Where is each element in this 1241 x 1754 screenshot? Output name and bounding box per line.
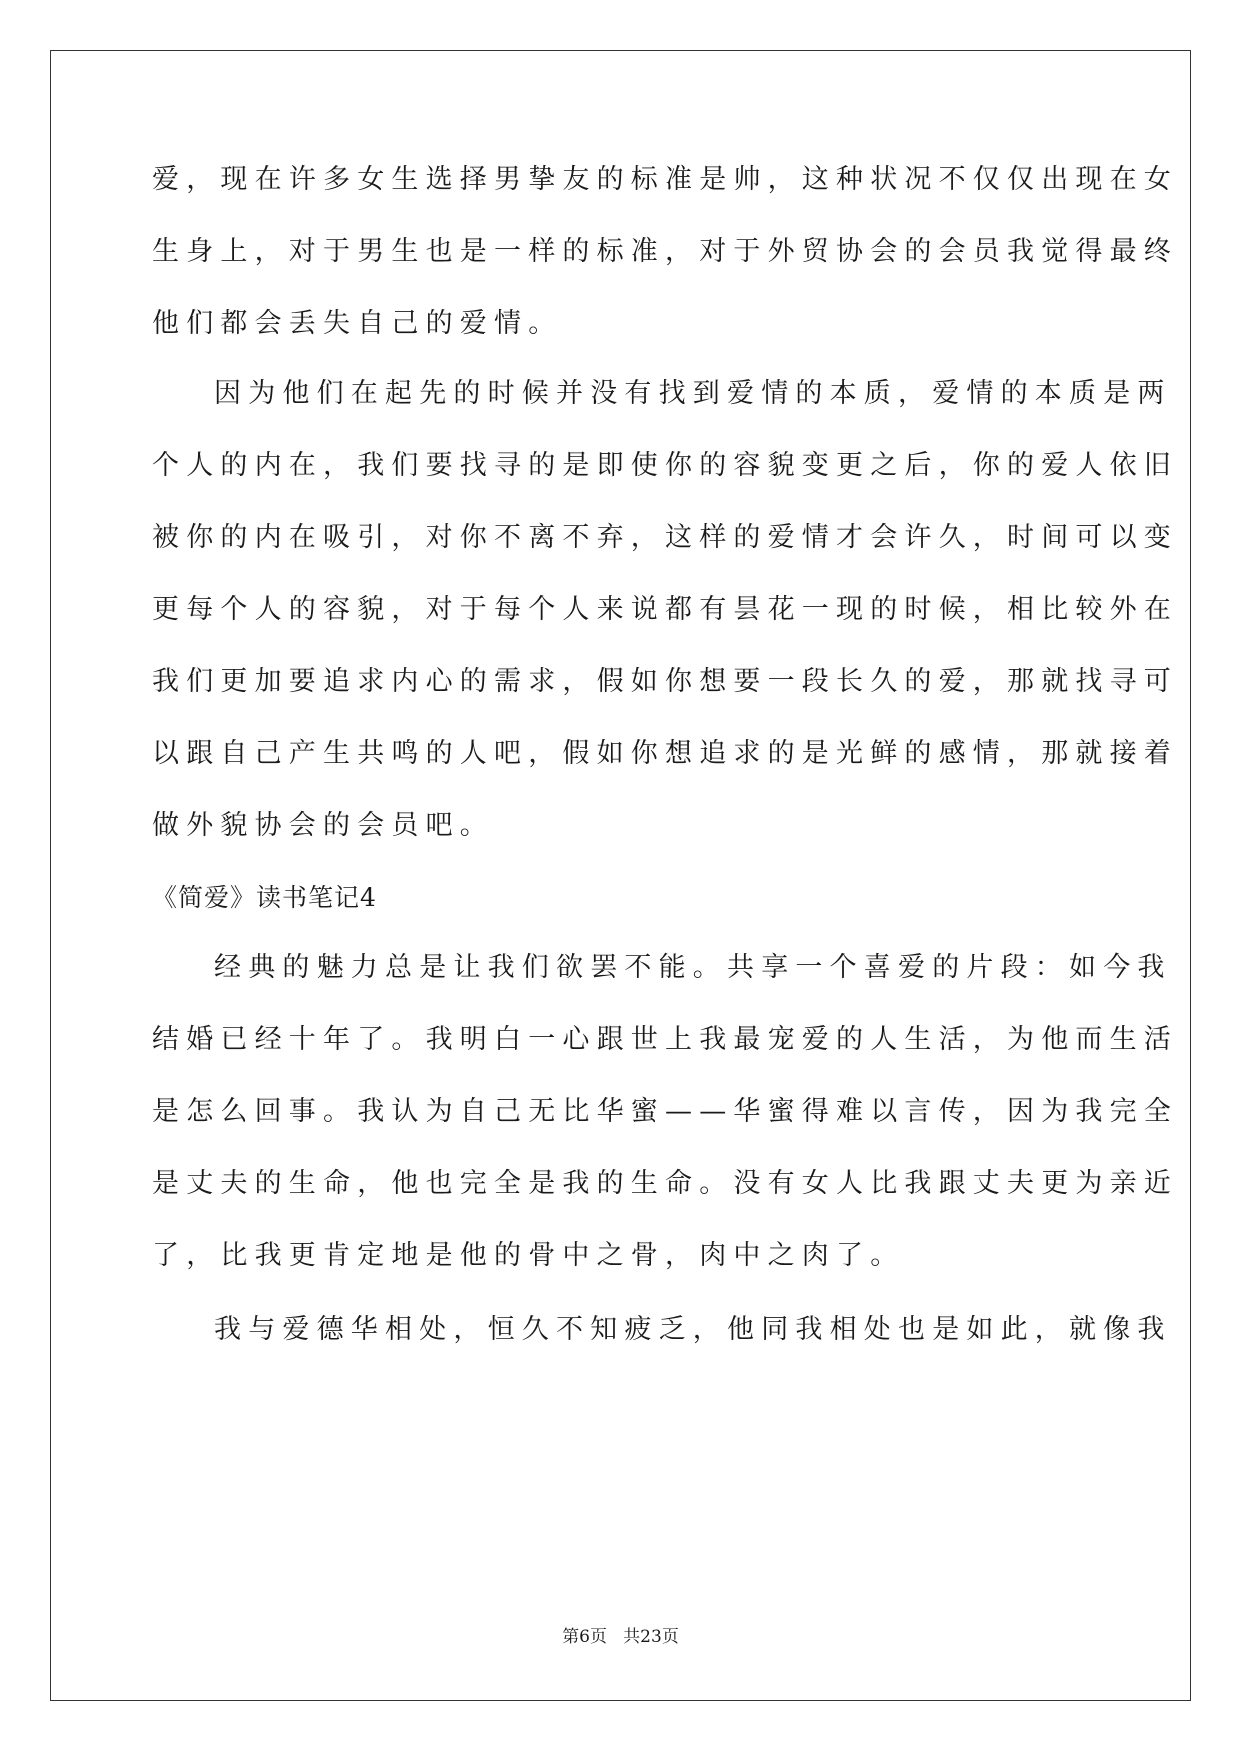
paragraph-first-line: 因为他们在起先的时候并没有找到爱情的本质，爱情的本质是两 (214, 378, 1172, 409)
text-line: 他们都会丢失自己的爱情。 (152, 308, 563, 339)
section-heading: 《简爱》读书笔记4 (152, 883, 377, 912)
page-frame (50, 50, 1191, 1701)
text-line: 了，比我更肯定地是他的骨中之骨，肉中之肉了。 (152, 1240, 905, 1271)
text-line: 我们更加要追求内心的需求，假如你想要一段长久的爱，那就找寻可 (152, 666, 1178, 697)
text-line: 结婚已经十年了。我明白一心跟世上我最宠爱的人生活，为他而生活 (152, 1024, 1178, 1055)
text-line: 被你的内在吸引，对你不离不弃，这样的爱情才会许久，时间可以变 (152, 522, 1178, 553)
text-line: 个人的内在，我们要找寻的是即使你的容貌变更之后，你的爱人依旧 (152, 450, 1178, 481)
paragraph-first-line: 经典的魅力总是让我们欲罢不能。共享一个喜爱的片段：如今我 (214, 952, 1172, 983)
text-line: 是怎么回事。我认为自己无比华蜜——华蜜得难以言传，因为我完全 (152, 1096, 1178, 1127)
text-line: 生身上，对于男生也是一样的标准，对于外贸协会的会员我觉得最终 (152, 236, 1178, 267)
text-line: 以跟自己产生共鸣的人吧，假如你想追求的是光鲜的感情，那就接着 (152, 738, 1178, 769)
text-line: 做外貌协会的会员吧。 (152, 810, 494, 841)
text-line: 爱，现在许多女生选择男挚友的标准是帅，这种状况不仅仅出现在女 (152, 164, 1178, 195)
text-line: 是丈夫的生命，他也完全是我的生命。没有女人比我跟丈夫更为亲近 (152, 1168, 1178, 1199)
paragraph-first-line: 我与爱德华相处，恒久不知疲乏，他同我相处也是如此，就像我 (214, 1314, 1172, 1345)
text-line: 更每个人的容貌，对于每个人来说都有昙花一现的时候，相比较外在 (152, 594, 1178, 625)
page-number-footer: 第6页 共23页 (562, 1627, 679, 1647)
